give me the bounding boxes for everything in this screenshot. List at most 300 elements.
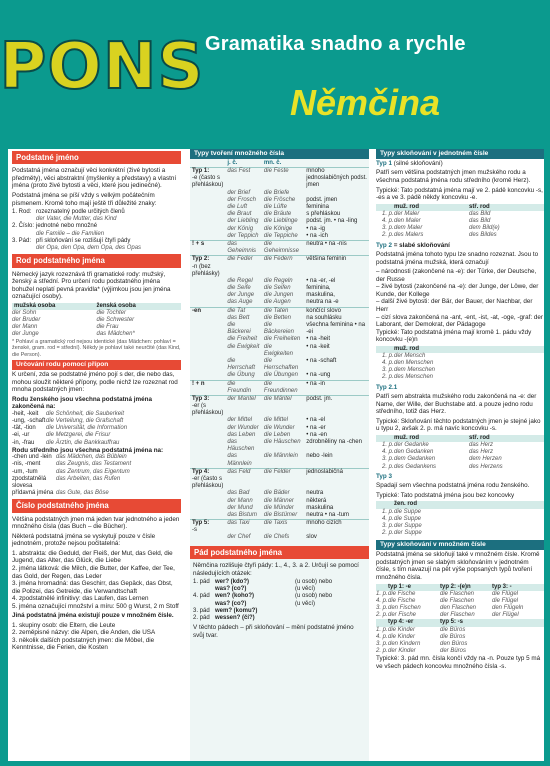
cell: die Flaschen (440, 597, 475, 604)
case-label: 4. p. (382, 218, 394, 225)
plural-form: das Häuschen (227, 439, 255, 453)
gender-cell: das Mädchen* (96, 331, 135, 338)
case-note: (u osob) nebo (295, 579, 333, 586)
plural-form: die Federn (262, 256, 304, 278)
plural-form: die Freundinnen (262, 380, 304, 395)
plural-form: die Geheimnisse (262, 240, 304, 255)
plural-form: die Könige (263, 225, 293, 232)
cell: den Flügeln (492, 605, 524, 612)
col-type: typ 5: -s (440, 619, 464, 626)
plural-form: die Jungen (263, 292, 294, 299)
type3-table (376, 509, 544, 538)
type1-title: Typ 1 (376, 159, 392, 167)
plural-form: die Taxis (262, 520, 304, 535)
cell: die Flaschen (440, 590, 475, 597)
list-item: 5. jména označující množství a míru: 500 g Wurst, 2 m Stoff (12, 602, 179, 610)
column-middle (190, 149, 369, 761)
type-label (190, 453, 225, 468)
plural-note: feminina (306, 204, 329, 211)
plural-table-1 (376, 591, 544, 620)
case-label: 4. p. (376, 597, 388, 604)
type-label (190, 278, 225, 285)
cell: der Suppe (394, 523, 422, 530)
list-item: 2. jména látková: die Milch, die Butter, der Kaffee, der Tee, das Gold, der Regen, das Leder (12, 565, 175, 580)
type21-text: Patří sem abstrakta mužského rodu zakončená na -e: der Name, der Wille, der Buchstabe atd. a pouze jedno rodu středního, totiž das Herz. (376, 393, 537, 416)
plural-type-row (190, 372, 369, 380)
list-item: – živé bytosti (zakončené na -e): der Junge, der Löwe, der Kunde, der Kollege (376, 283, 539, 298)
cell: dem Maler (394, 225, 423, 232)
case-question: wem? (komu?) (215, 607, 258, 614)
suffix-example: die Metzgerei, die Frisur (46, 432, 111, 439)
plural-form: das Bad (227, 490, 250, 497)
suffix-example: die Verteilung, die Grafschaft (46, 417, 124, 424)
plural-note: podst. jm. (304, 395, 369, 417)
suffix-example: das Arbeiten, das Rufen (56, 475, 121, 482)
cell: den Büros (440, 641, 468, 648)
feature-list (12, 209, 181, 252)
col-masc: muž. rod (394, 434, 419, 441)
plural-type-row (190, 439, 369, 453)
cell: des Menschen (394, 374, 434, 381)
type21-table (376, 442, 544, 471)
type-desc: -er (často s přehláskou) (192, 475, 224, 490)
type-label (190, 498, 225, 505)
type-label (190, 512, 225, 520)
case-label: 1. p. (382, 442, 394, 449)
cell: den Flaschen (440, 605, 477, 612)
type21-typical: Typické: Skloňování těchto podstatných jmen je stejné jako u typu 2, avšak 2. p. má navíc koncovku -s. (376, 417, 541, 433)
plural-type-row (190, 453, 369, 468)
column-left (8, 149, 185, 761)
feature-example: der Vater, die Mutter, das Kind (36, 216, 117, 223)
plural-form: der Frosch (227, 196, 257, 203)
type-label (190, 218, 225, 225)
plural-form: die Bistümer (263, 511, 298, 518)
col-plural: mn. č. (263, 159, 282, 166)
plural-types-header (190, 160, 369, 168)
plural-form: die Regel (227, 277, 253, 284)
plural-type-row (190, 380, 369, 395)
case-label: 1. pád (193, 579, 210, 586)
type-label (190, 190, 225, 197)
cell: des Gedankens (394, 463, 437, 470)
plural-note: maskulina (306, 504, 334, 511)
case-question: wessen? (čí?) (215, 615, 255, 622)
cell: des Bildes (469, 232, 497, 239)
plural-type-row (190, 197, 369, 204)
type-label (190, 490, 225, 497)
suffix-intro: K určení, zda se podstatné jméno pojí s der, die nebo das, mohou sloužit některé přípony, podle nichž lze rozeznat rod mnoha podstatných jmen: (12, 371, 178, 394)
list-item: – národnosti (zakončené na -e): der Türke, der Deutsche, der Russe (376, 268, 537, 283)
plural-type-row (190, 468, 369, 490)
case-label: 3. pád (193, 607, 210, 614)
cell: der Maler (394, 210, 420, 217)
singular-only-list (12, 550, 181, 610)
gender-cell: die Frau (96, 324, 119, 331)
plural-form: die Wunder (263, 424, 295, 431)
cell: der Kinder (388, 648, 416, 655)
type-label (190, 197, 225, 204)
case-label: 2. p. (382, 530, 394, 537)
plural-note (304, 190, 369, 197)
plural-note: • na -er, -el (306, 277, 336, 284)
plural-form: die Chefs (263, 534, 290, 541)
type-name: Typ 5: (192, 520, 210, 527)
plural-form: der Wunder (227, 424, 259, 431)
case-label: 3. p. (376, 641, 388, 648)
case-label: 3. p. (382, 456, 394, 463)
plural-form: die Übungen (263, 372, 298, 379)
type2-text: Podstatná jména tohoto typu lze snadno rozeznat. Jsou to podstatná jména mužská, která označují (376, 251, 539, 266)
plural-note: zdrobněliny na -chen (306, 439, 362, 446)
type-name: Typ 3: (192, 395, 210, 402)
case-label: 3. p. (382, 367, 394, 374)
feature-label: 3. Pád: (12, 237, 32, 244)
plural-type-row (190, 233, 369, 241)
type-label (190, 534, 225, 541)
type-label (190, 520, 225, 535)
suffix: -um, -tum (12, 468, 38, 475)
cell: des Malers (394, 232, 424, 239)
plural-form: die Mittel (263, 417, 288, 424)
list-item: 1. skupiny osob: die Eltern, die Leute (12, 621, 116, 629)
plural-note: • na -er (306, 424, 326, 431)
col-masc: muž. rod (394, 203, 419, 210)
plural-type-row (190, 299, 369, 307)
cell: der Flaschen (440, 612, 475, 619)
gender-intro: Německý jazyk rozeznává tři gramatické rody: mužský, ženský a střední. Pro určení rodu podstatného jména bohužel neplatí pevná pravidla* (výjimkou jsou jen jména označující osoby). (12, 270, 171, 301)
col-masc: muž. rod (394, 345, 419, 352)
plural-note: slov (306, 534, 317, 541)
suffix: přídavná jména (12, 490, 54, 497)
cell: die Flügel (492, 597, 519, 604)
plural-type-row (190, 534, 369, 541)
plural-note: neutra • na -tum (306, 511, 350, 518)
type-label (190, 439, 225, 453)
case-label: 2. pád (193, 615, 210, 622)
case-question: was? (co?) (215, 600, 247, 607)
cell: dem Menschen (394, 367, 436, 374)
cell: die Kinder (388, 633, 416, 640)
plural-form: das Feld (225, 468, 262, 490)
plural-type-row (190, 292, 369, 299)
gender-table (12, 310, 181, 339)
pons-logo: PONS (0, 30, 205, 104)
type-desc: -e (často s přehláskou) (192, 175, 224, 189)
gender-cell: die Schwester (96, 317, 135, 324)
type-desc: -s (192, 527, 197, 534)
case-label: 2. p. (382, 463, 394, 470)
plural-form: die Tat (225, 307, 262, 315)
cell: das Bild (469, 210, 491, 217)
suffix: -ei, -ur (12, 432, 30, 439)
type3-typical: Typické: Tato podstatná jména jsou bez koncovky (376, 491, 515, 499)
gender-cell: der Mann (12, 324, 38, 331)
case-question: wer? (kdo?) (215, 579, 249, 586)
section-header-plural-declension: Typy skloňování v množném čísle (376, 540, 544, 550)
list-item: 3. jména hromadná: das Geschirr, das Gepäck, das Obst, die Polizei, das Getreide, die Verwandtschaft (12, 580, 173, 595)
gender-cell: der Junge (12, 331, 39, 338)
plural-type-row (190, 322, 369, 336)
plural-form: die Feste (262, 168, 304, 190)
plural-form: die Seife (227, 285, 251, 292)
plural-form: die Betten (263, 314, 291, 321)
type-label (190, 285, 225, 292)
type-label (190, 256, 225, 278)
noun-intro: Podstatná jména označují věci konkrétní (živé bytosti a předměty), věci abstraktní (myšlenky a představy) a vlastní jména (proto živé bytosti a věci, které jsou jedinečné). (12, 167, 177, 190)
fem-title: Rodu ženského jsou všechna podstatná jména zakončená na: (12, 395, 152, 411)
plural-note: mnoho jednoslabičných podst. jmen (304, 168, 369, 190)
plural-type-row (190, 417, 369, 424)
plural-form: die Augen (263, 299, 291, 306)
list-item: 3. několik dalších podstatných jmen: die Möbel, die Kenntnisse, die Ferien, die Kosten (12, 636, 155, 652)
suffix: -nis, -ment (12, 461, 41, 468)
plural-type-row (190, 240, 369, 255)
plural-form: die Bäckereien (263, 322, 294, 336)
suffix-example: das Gute, das Böse (56, 490, 109, 497)
plural-type-row (190, 425, 369, 432)
plural-note: • na -keit (306, 343, 330, 350)
plural-type-row (190, 512, 369, 520)
page-subtitle: Němčina (290, 82, 441, 123)
plural-type-row (190, 520, 369, 535)
suffix-example: die Universität, die Information (46, 425, 128, 432)
feature-label: 2. Číslo: (12, 223, 35, 230)
number-intro-2: Některá podstatná jména se vyskytují pouze v čísle jednotném, protože nejsou počitatelná: (12, 532, 156, 548)
case-label: 3. p. (382, 523, 394, 530)
plural-type-row (190, 336, 369, 343)
cell: die Büros (440, 626, 466, 633)
type-desc: -n (bez přehlásky) (192, 263, 220, 277)
col-neut: stř. rod (469, 203, 490, 210)
type-label (190, 226, 225, 233)
case-label: 2. p. (376, 612, 388, 619)
col-male: mužská osoba (14, 302, 56, 309)
plural-form: die Ewigkeiten (263, 343, 293, 357)
plural-note: • na -ung (306, 372, 331, 379)
type-label (190, 322, 225, 336)
feature-text: jednotné nebo množné (36, 223, 98, 230)
plural-form: das Leben (227, 431, 256, 438)
case-label (193, 586, 215, 593)
col-singular: j. č. (227, 159, 238, 166)
type-label (190, 432, 225, 439)
plural-types-table (190, 160, 369, 542)
cell: die Flügel (492, 590, 519, 597)
type-label (190, 336, 225, 343)
col-fem: žen. rod (394, 501, 418, 508)
case-label: 1. p. (376, 590, 388, 597)
type-label (190, 380, 225, 395)
plural-form: das Bistum (227, 511, 258, 518)
plural-form: die Bäckerei (227, 322, 251, 336)
feature-text: rozeznatelný podle určitých členů (36, 209, 125, 216)
type1-header (376, 204, 544, 211)
cell: den Fischen (388, 605, 421, 612)
plural-form: die Lüfte (263, 204, 287, 211)
type-label (190, 372, 225, 380)
plural-type-row (190, 226, 369, 233)
plural-type-row (190, 498, 369, 505)
plural-type-row (190, 211, 369, 218)
plural-type-row (190, 344, 369, 358)
case-note: (u věcí) (295, 600, 316, 607)
plural-note: s přehláskou (306, 211, 341, 218)
plural-form: der Teppich (227, 232, 259, 239)
plural-note: některá (306, 497, 327, 504)
case-label: 3. p. (376, 605, 388, 612)
plural-note: většina feminin (304, 256, 369, 278)
plural-type-row (190, 285, 369, 292)
plural-type-row (190, 278, 369, 285)
section-header-case: Pád podstatného jména (190, 546, 369, 559)
type-label (190, 307, 225, 315)
plural-note: • na -el (306, 417, 326, 424)
plural-note: na souhlásku (306, 314, 342, 321)
plural-form: das Geheimnis (225, 240, 262, 255)
type-label (190, 315, 225, 322)
plural-note: všechna feminina • na -ei (306, 322, 366, 336)
type-label (190, 299, 225, 307)
plural-form: die Bräute (263, 211, 292, 218)
plural-type-row (190, 315, 369, 322)
plural-form: das Männlein (227, 453, 252, 467)
plural-form: der Mittel (227, 417, 253, 424)
type1-text: Patří sem většina podstatných jmen mužského rodu a všechna podstatná jména rodu středního (kromě Herz). (376, 169, 531, 184)
type2-table (376, 353, 544, 382)
cell: der Fische (388, 612, 417, 619)
plural-type-row (190, 307, 369, 315)
cell: den Menschen (394, 360, 434, 367)
case-outro: V těchto pádech – při skloňování – mění podstatné jméno svůj tvar. (193, 624, 354, 639)
feature-text: při skloňování se rozlišují čtyři pády (36, 237, 131, 244)
plural-type-row (190, 395, 369, 417)
cell: das Bild (469, 218, 491, 225)
feature-example: der Opa, den Opa, dem Opa, des Opas (36, 245, 142, 252)
plural-note: jednoslabičná (304, 468, 369, 490)
type-label (190, 233, 225, 241)
col-type: typ 3: - (492, 583, 512, 590)
plural-form: die Männer (263, 497, 294, 504)
plural-form: die Freiheit (227, 336, 258, 343)
col-type: typ 4: -er (388, 619, 414, 626)
case-label: 2. p. (382, 232, 394, 239)
type2-title: Typ 2 (376, 241, 392, 249)
cell: das Herz (469, 449, 494, 456)
plural-form: die Lieblinge (263, 218, 298, 225)
case-label: 1. p. (382, 508, 394, 515)
plural-only-list (12, 622, 181, 652)
cell: dem Herzen (469, 456, 502, 463)
section-header-noun: Podstatné jméno (12, 151, 181, 164)
suffix-example: das Mädchen, das Büblein (56, 454, 127, 461)
plural-type-row (190, 218, 369, 225)
type2-header (376, 346, 544, 353)
type1-table (376, 211, 544, 240)
col-type: typ 1: -e (388, 583, 412, 590)
plural-note: • na -en (306, 431, 328, 438)
plural-form: der König (227, 225, 254, 232)
noun-intro-2: Podstatná jména se píší vždy s velkým počátečním písmenem. Kromě toho mají ještě tři důležité znaky: (12, 191, 157, 207)
type-name: Typ 4: (192, 468, 210, 475)
plural-form: die Taten (262, 307, 304, 315)
type3-header (376, 501, 544, 508)
cell: das Herz (469, 442, 494, 449)
cell: die Fische (388, 590, 416, 597)
suffix: -ung, -schaft (12, 417, 46, 424)
plural-note: maskulina, (306, 292, 335, 299)
plural-note: podst. jm. • na -ling (306, 218, 358, 225)
type-label (190, 505, 225, 512)
type-label (190, 344, 225, 358)
plural-header-2 (376, 619, 544, 626)
plural-type-row (190, 256, 369, 278)
suffix-example: die Ärztin, die Bankkauffrau (46, 439, 120, 446)
list-item: 4. zpodstatnělé infinitivy: das Laufen, das Lernen (12, 595, 149, 603)
case-label: 4. p. (376, 633, 388, 640)
cell: den Gedanken (394, 449, 434, 456)
plural-form: die Häuschen (263, 439, 301, 446)
section-header-gender: Rod podstatného jména (12, 254, 181, 267)
cell: die Büros (440, 633, 466, 640)
case-label (193, 601, 215, 608)
plural-type-row (190, 168, 369, 190)
type2-typical: Typické: Tato podstatná jména mají kromě 1. pádu vždy koncovku -(e)n (376, 328, 532, 344)
type1-intro: (silné skloňování) (393, 159, 443, 167)
plural-form: der Mund (227, 504, 253, 511)
suffix: zpodstatnělá slovesa (12, 475, 47, 489)
plural-form: der Mantel (225, 395, 262, 417)
plural-table-2 (376, 627, 544, 656)
plural-form: der Liebling (227, 218, 259, 225)
section-header-plural-types: Typy tvoření množného čísla (190, 149, 369, 159)
plural-note: • na -heit (306, 336, 331, 343)
plural-note: • na -ich (306, 232, 329, 239)
case-question: wen? (koho?) (215, 593, 254, 600)
type-label (190, 292, 225, 299)
cell: die Suppe (394, 508, 422, 515)
plural-form: das Bett (227, 314, 250, 321)
type-desc: -er (s přehláskou) (192, 403, 224, 417)
case-question: was? (co?) (215, 586, 247, 593)
case-label: 4. p. (382, 449, 394, 456)
plural-form: die Herrschaft (227, 357, 256, 372)
plural-form: die Luft (227, 204, 248, 211)
list-item: – cizí slova zakončená na -ant, -ent, -ist, -at, -oge, -graf: der Laborant, der Demokrat, der Pädagoge (376, 313, 543, 329)
case-label: 1. p. (376, 626, 388, 633)
plural-note: končící slovo (304, 307, 369, 315)
plural-type-row (190, 490, 369, 497)
type-name: ! + s (192, 240, 205, 247)
suffix-example: das Zentrum, das Eigentum (56, 468, 130, 475)
type21-title: Typ 2.1 (376, 383, 398, 391)
cell: der Suppe (394, 530, 422, 537)
col-type: typ 2: -(e)n (440, 583, 471, 590)
case-label: 1. p. (382, 352, 394, 359)
cell: der Gedanke (394, 442, 429, 449)
plural-only-intro: Jiná podstatná jména existují pouze v množném čísle. (12, 612, 174, 620)
gender-footnote: * Pohlaví a gramatický rod nejsou identické (das Mädchen: pohlaví = ženské, gram. rod = střední). Někdy je pohlaví také neurčité (das Kind, die Person). (12, 338, 181, 358)
type3-title: Typ 3 (376, 472, 392, 480)
plural-header-1 (376, 584, 544, 591)
plural-note: neutra (306, 490, 324, 497)
plural-note: • na -ig (306, 225, 326, 232)
case-note: (u osob) nebo (295, 593, 333, 600)
plural-form: die Regeln (263, 277, 293, 284)
type-label (190, 211, 225, 218)
type-label (190, 468, 225, 490)
column-right (374, 149, 544, 761)
